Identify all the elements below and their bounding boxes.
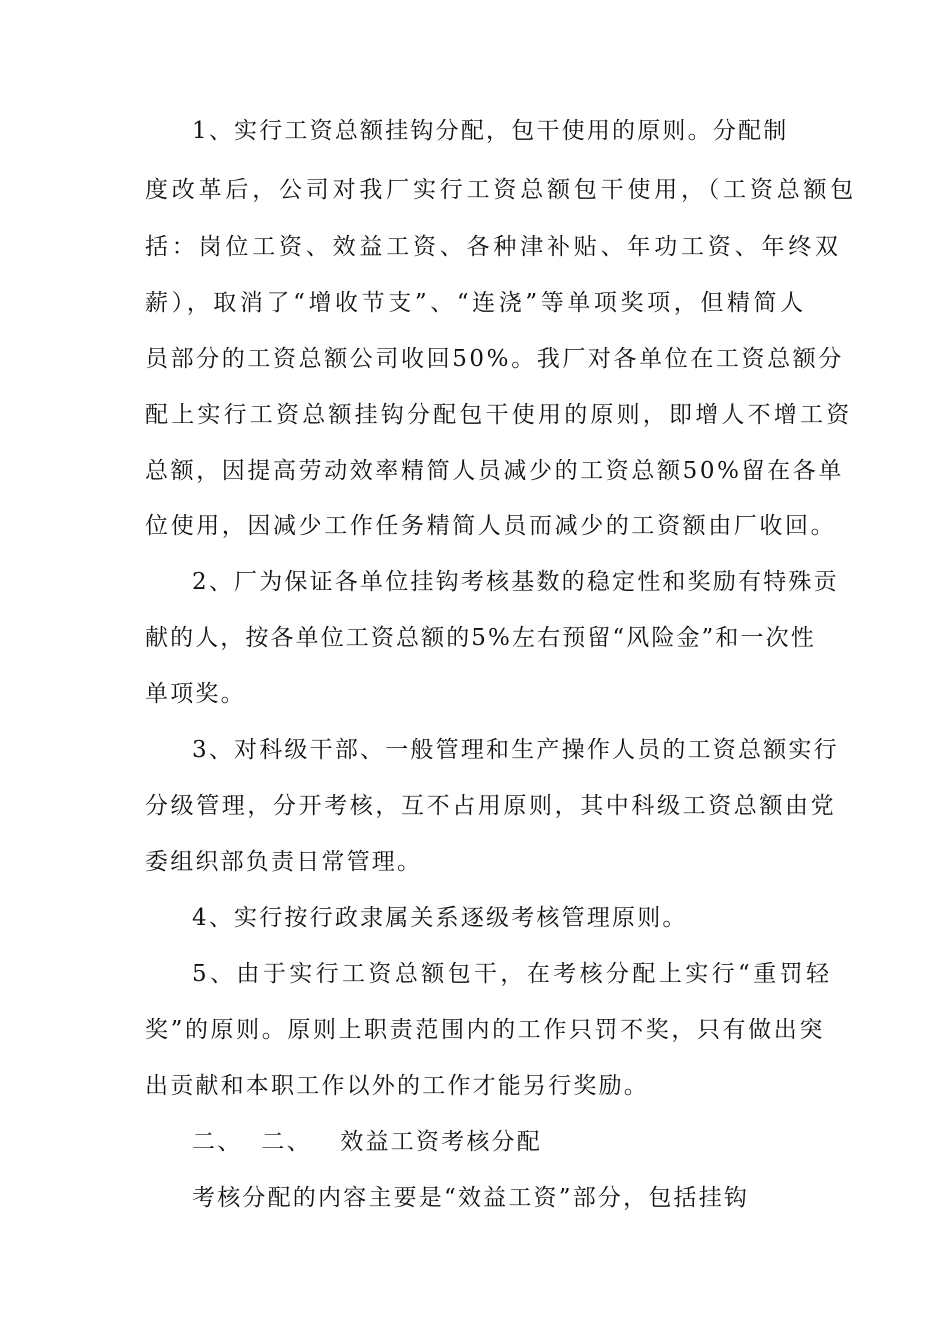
paragraph-1-line-4: 薪），取消了“增收节支”、“连浇”等单项奖项，但精简人	[145, 290, 807, 316]
section-heading: 二、 二、 效益工资考核分配	[192, 1129, 542, 1155]
paragraph-1-line-6: 配上实行工资总额挂钩分配包干使用的原则，即增人不增工资	[145, 402, 853, 428]
paragraph-2-line-1: 2、厂为保证各单位挂钩考核基数的稳定性和奖励有特殊贡	[192, 569, 839, 595]
paragraph-4-line-1: 4、实行按行政隶属关系逐级考核管理原则。	[192, 905, 688, 931]
paragraph-3-line-1: 3、对科级干部、一般管理和生产操作人员的工资总额实行	[192, 737, 839, 763]
paragraph-3-line-3: 委组织部负责日常管理。	[145, 849, 423, 875]
paragraph-1-line-7: 总额，因提高劳动效率精简人员减少的工资总额50%留在各单	[145, 458, 844, 484]
paragraph-1-line-2: 度改革后，公司对我厂实行工资总额包干使用，（工资总额包	[145, 177, 858, 203]
paragraph-6-line-1: 考核分配的内容主要是“效益工资”部分，包括挂钩	[192, 1185, 750, 1211]
paragraph-3-line-2: 分级管理，分开考核，互不占用原则，其中科级工资总额由党	[145, 793, 837, 819]
paragraph-1-line-8: 位使用，因减少工作任务精简人员而减少的工资额由厂收回。	[145, 513, 837, 539]
paragraph-5-line-3: 出贡献和本职工作以外的工作才能另行奖励。	[145, 1073, 649, 1099]
paragraph-1-line-5: 员部分的工资总额公司收回50%。我厂对各单位在工资总额分	[145, 346, 844, 372]
paragraph-1-line-3: 括：岗位工资、效益工资、各种津补贴、年功工资、年终双	[145, 234, 842, 260]
paragraph-5-line-1: 5、由于实行工资总额包干，在考核分配上实行“重罚轻	[192, 961, 833, 987]
paragraph-1-line-1: 1、实行工资总额挂钩分配，包干使用的原则。分配制	[192, 118, 789, 144]
paragraph-2-line-2: 献的人，按各单位工资总额的5%左右预留“风险金”和一次性	[145, 625, 816, 651]
paragraph-5-line-2: 奖”的原则。原则上职责范围内的工作只罚不奖，只有做出突	[145, 1017, 825, 1043]
paragraph-2-line-3: 单项奖。	[145, 681, 246, 707]
